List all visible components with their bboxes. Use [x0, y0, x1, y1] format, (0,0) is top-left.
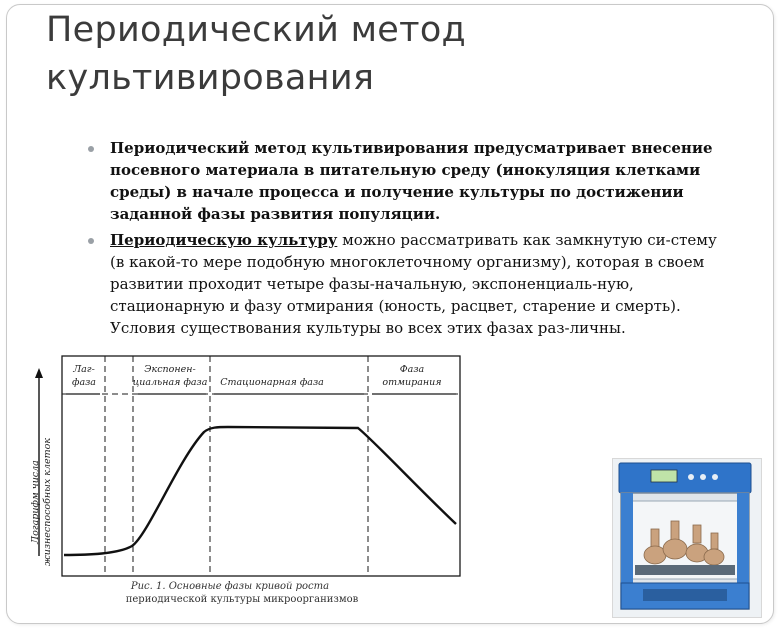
bullet-text: Периодический метод культивирования предусматривает внесение посевного материала в питательную среду (инокуляция клетками среды) в начале процесса и получение культуры по достижении заданной фазы развития популяции. — [110, 139, 713, 223]
growth-curve — [64, 427, 456, 555]
phase-label-death-1: Фаза — [399, 364, 425, 375]
phase-label-death-2: отмирания — [382, 377, 442, 388]
figure-caption-line-1: Рис. 1. Основные фазы кривой роста — [130, 581, 330, 592]
title-line-1: Периодический метод — [46, 10, 467, 50]
bullet-dot-icon — [88, 146, 94, 152]
y-axis-label-2: жизнеспособных клеток — [42, 437, 53, 567]
title-line-2: культивирования — [46, 58, 375, 98]
phase-label-lag-1: Лаг- — [73, 364, 95, 375]
growth-curve-figure — [28, 350, 468, 610]
bioreactor-photo — [612, 458, 762, 618]
phase-label-exp-2: циальная фаза — [132, 377, 208, 388]
figure-caption-line-2: периодической культуры микроорганизмов — [125, 594, 359, 605]
slide-title — [46, 6, 466, 102]
bullet-list — [88, 137, 730, 343]
bullet-item — [88, 137, 730, 225]
y-axis-arrowhead-icon — [35, 368, 43, 378]
bullet-text: можно рассматривать как замкнутую си-стему (в какой-то мере подобную многоклеточному организму), которая в своем развитии проходит четыре фазы-начальную, экспоненциаль-ную, стационарную и фазу отмирания (юность, расцвет, старение и смерть). Условия существования культуры во всех этих фазах раз-личны. — [110, 231, 717, 337]
bullet-term: Периодическую культуру — [110, 231, 338, 249]
plot-frame — [62, 356, 460, 576]
bioreactor-incubator-icon — [613, 459, 761, 617]
phase-label-exp-1: Экспонен- — [144, 364, 196, 375]
phase-label-lag-2: фаза — [72, 377, 96, 388]
bullet-dot-icon — [88, 238, 94, 244]
phase-label-stationary: Стационарная фаза — [220, 377, 324, 388]
bullet-item — [88, 229, 730, 339]
y-axis-label-1: Логарифм числа — [30, 460, 41, 544]
